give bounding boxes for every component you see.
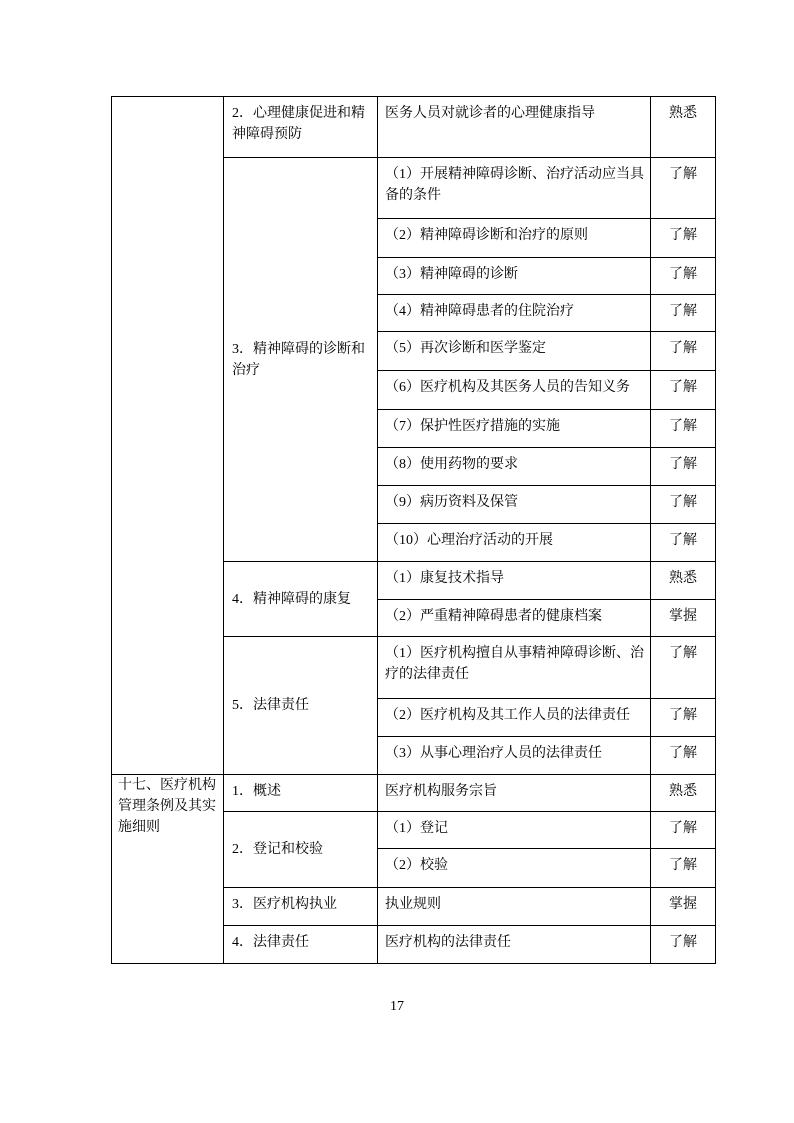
item-cell: （1）开展精神障碍诊断、治疗活动应当具备的条件 [378,158,651,219]
item-cell: （1）医疗机构擅自从事精神障碍诊断、治疗的法律责任 [378,637,651,699]
section-cell: 1．概述 [224,775,378,812]
level-cell: 了解 [651,448,716,486]
item-cell: （10）心理治疗活动的开展 [378,524,651,562]
table-row [112,775,716,812]
syllabus-table [111,96,716,964]
item-cell: （1）康复技术指导 [378,562,651,600]
item-cell: （8）使用药物的要求 [378,448,651,486]
level-cell: 了解 [651,295,716,332]
level-cell: 熟悉 [651,775,716,812]
item-cell: （2）严重精神障碍患者的健康档案 [378,600,651,637]
level-cell: 了解 [651,486,716,524]
section-cell: 3．精神障碍的诊断和治疗 [224,158,378,562]
item-cell: （3）精神障碍的诊断 [378,258,651,295]
item-cell: （5）再次诊断和医学鉴定 [378,332,651,371]
section-cell: 2．心理健康促进和精神障碍预防 [224,97,378,158]
level-cell: 了解 [651,158,716,219]
level-cell: 熟悉 [651,562,716,600]
item-cell: （7）保护性医疗措施的实施 [378,410,651,448]
section-cell: 3．医疗机构执业 [224,888,378,926]
page-number: 17 [390,999,404,1014]
item-cell: （2）医疗机构及其工作人员的法律责任 [378,699,651,737]
item-cell: （1）登记 [378,812,651,849]
level-cell: 了解 [651,637,716,699]
item-cell: （4）精神障碍患者的住院治疗 [378,295,651,332]
level-cell: 了解 [651,926,716,964]
level-cell: 了解 [651,332,716,371]
item-cell: （2）校验 [378,849,651,888]
item-cell: （2）精神障碍诊断和治疗的原则 [378,219,651,258]
item-cell: 医疗机构的法律责任 [378,926,651,964]
chapter-cell [112,97,224,775]
level-cell: 了解 [651,524,716,562]
item-cell: （6）医疗机构及其医务人员的告知义务 [378,371,651,410]
chapter-cell: 十七、医疗机构管理条例及其实施细则 [112,775,224,964]
item-cell: （9）病历资料及保管 [378,486,651,524]
level-cell: 了解 [651,699,716,737]
level-cell: 了解 [651,371,716,410]
level-cell: 了解 [651,737,716,775]
level-cell: 了解 [651,258,716,295]
section-cell: 2．登记和校验 [224,812,378,888]
section-cell: 4．法律责任 [224,926,378,964]
level-cell: 了解 [651,849,716,888]
level-cell: 熟悉 [651,97,716,158]
item-cell: 执业规则 [378,888,651,926]
level-cell: 了解 [651,219,716,258]
section-cell: 4．精神障碍的康复 [224,562,378,637]
level-cell: 掌握 [651,888,716,926]
item-cell: （3）从事心理治疗人员的法律责任 [378,737,651,775]
table-row [112,97,716,158]
level-cell: 了解 [651,410,716,448]
item-cell: 医务人员对就诊者的心理健康指导 [378,97,651,158]
level-cell: 了解 [651,812,716,849]
item-cell: 医疗机构服务宗旨 [378,775,651,812]
level-cell: 掌握 [651,600,716,637]
section-cell: 5．法律责任 [224,637,378,775]
